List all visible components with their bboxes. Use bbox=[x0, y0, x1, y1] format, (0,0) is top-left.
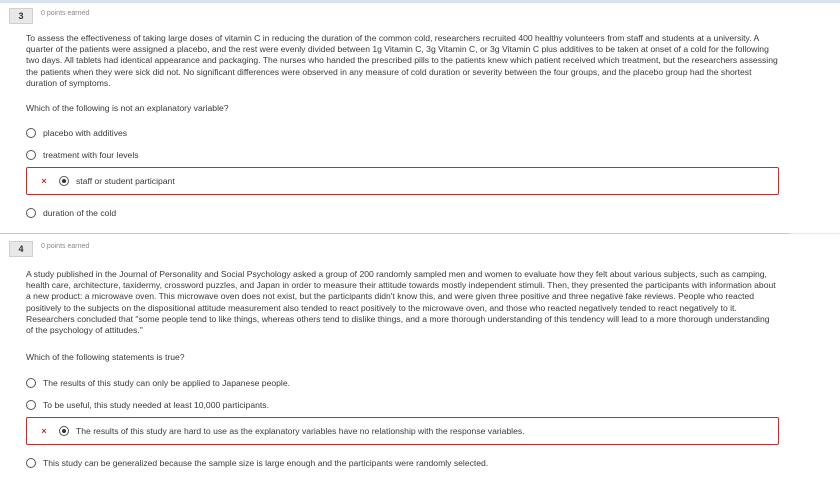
answer-label: treatment with four levels bbox=[43, 150, 139, 160]
radio-button-checked[interactable] bbox=[59, 426, 69, 436]
radio-button[interactable] bbox=[26, 150, 36, 160]
points-earned: 0 points earned bbox=[41, 10, 90, 17]
answer-label: duration of the cold bbox=[43, 208, 117, 218]
question-divider bbox=[0, 233, 790, 234]
radio-button[interactable] bbox=[26, 458, 36, 468]
answer-option[interactable] bbox=[26, 146, 139, 164]
radio-button[interactable] bbox=[26, 378, 36, 388]
question-3 bbox=[0, 3, 840, 233]
answer-option[interactable] bbox=[26, 454, 488, 472]
incorrect-icon: × bbox=[41, 176, 47, 186]
question-header bbox=[0, 236, 840, 260]
answer-option[interactable] bbox=[26, 204, 116, 222]
answer-option[interactable] bbox=[26, 374, 290, 392]
incorrect-icon: × bbox=[41, 426, 47, 436]
answer-label: To be useful, this study needed at least 10,000 participants. bbox=[43, 400, 269, 410]
points-earned: 0 points earned bbox=[41, 243, 90, 250]
question-text: A study published in the Journal of Personality and Social Psychology asked a group of 200 randomly sampled men and women to evaluate how they felt about various subjects, such as camping, health care, architecture, taxidermy, crossword puzzles, and Japan in order to measure their attitude towards mostly independent stimuli. Then, they presented the participants with information about a new product: a microwave oven. This microwave oven does not exist, but the participants didn't know this, and were given three positive and three negative fake reviews. People who reacted positively to the subjects on the dispositional attitude measurement also tended to react positively to the microwave oven, and those who reacted negatively tended to react negatively to it. Researchers concluded that "some people tend to like things, whereas others tend to dislike things, and a more thorough understanding of this tendency will lead to a more thorough understanding of the psychology of attitudes." bbox=[26, 269, 776, 336]
radio-button-checked[interactable] bbox=[59, 176, 69, 186]
answer-label: The results of this study are hard to use as the explanatory variables have no relationship with the response variables. bbox=[76, 426, 525, 436]
answer-option-selected-incorrect[interactable] bbox=[26, 167, 779, 195]
question-divider-tail bbox=[790, 233, 840, 234]
radio-button[interactable] bbox=[26, 208, 36, 218]
answer-option-selected-incorrect[interactable] bbox=[26, 417, 779, 445]
answer-option[interactable] bbox=[26, 396, 269, 414]
answer-label: placebo with additives bbox=[43, 128, 128, 138]
question-4 bbox=[0, 236, 840, 482]
question-prompt: Which of the following is not an explanatory variable? bbox=[26, 103, 229, 113]
question-header bbox=[0, 3, 840, 27]
radio-button[interactable] bbox=[26, 400, 36, 410]
question-text: To assess the effectiveness of taking large doses of vitamin C in reducing the duration of the common cold, researchers recruited 400 healthy volunteers from staff and students at a university. A quarter of the patients were assigned a placebo, and the rest were evenly divided between 1g Vitamin C, 3g Vitamin C, or 3g Vitamin C plus additives to be taken at onset of a cold for the following two days. All tablets had identical appearance and packaging. The nurses who handed the prescribed pills to the patients knew which patient received which treatment, but the researchers assessing the patients when they were sick did not. No significant differences were observed in any measure of cold duration or severity between the four groups, and the placebo group had the shortest duration of symptoms. bbox=[26, 33, 778, 88]
radio-button[interactable] bbox=[26, 128, 36, 138]
question-prompt: Which of the following statements is true? bbox=[26, 352, 185, 362]
question-number: 4 bbox=[9, 241, 33, 257]
answer-label: This study can be generalized because the sample size is large enough and the participants were randomly selected. bbox=[43, 458, 489, 468]
answer-option[interactable] bbox=[26, 124, 127, 142]
answer-label: The results of this study can only be applied to Japanese people. bbox=[43, 378, 290, 388]
question-number: 3 bbox=[9, 8, 33, 24]
answer-label: staff or student participant bbox=[76, 176, 175, 186]
